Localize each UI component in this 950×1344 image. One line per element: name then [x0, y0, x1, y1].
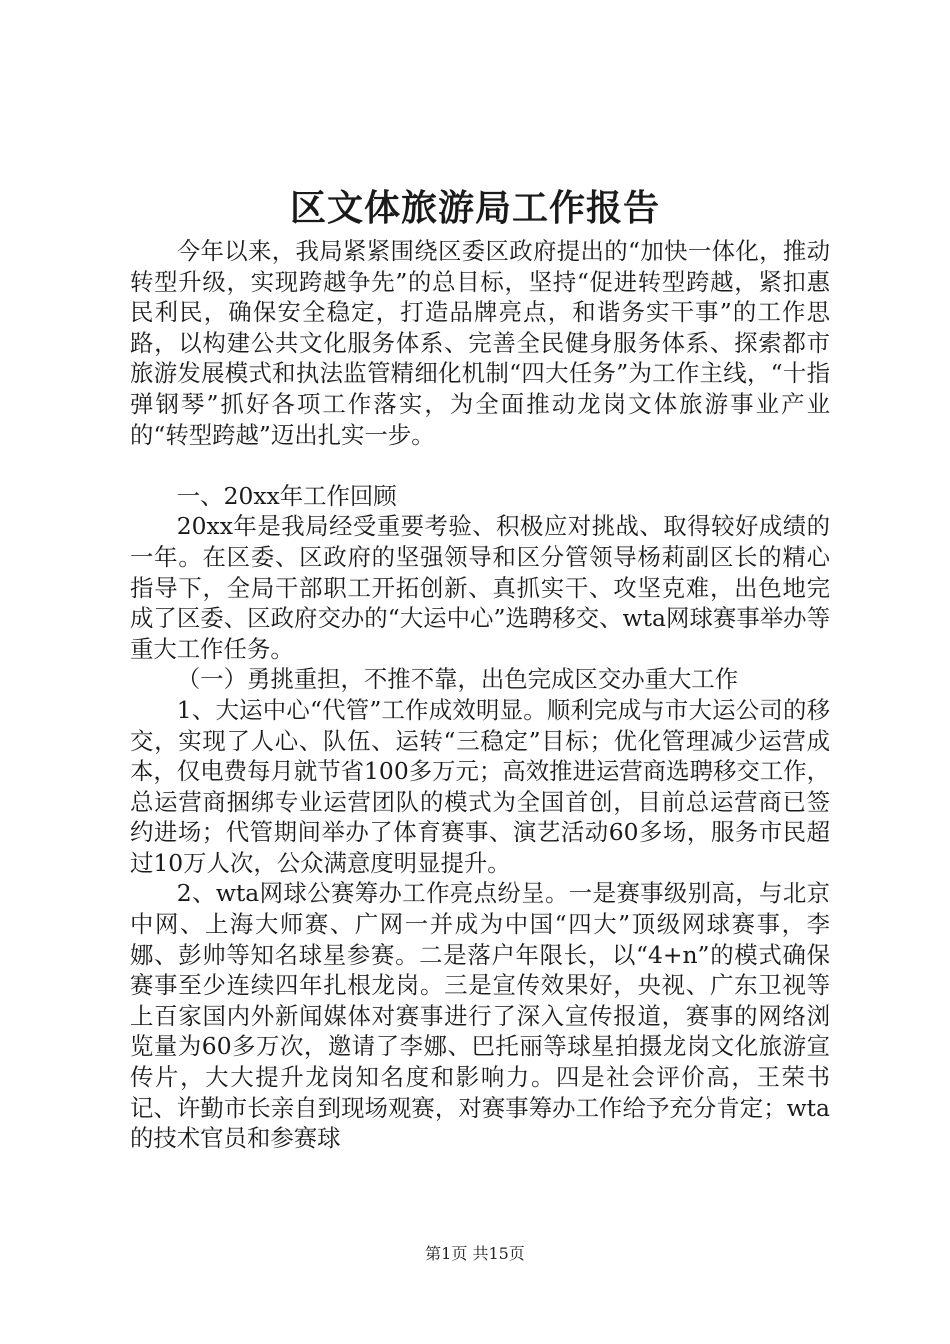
page-number-footer: 第1页 共15页	[425, 1244, 525, 1263]
subsection-heading: （一）勇挑重担，不推不靠，出色完成区交办重大工作	[176, 665, 739, 694]
document-title: 区文体旅游局工作报告	[289, 187, 660, 229]
intro-paragraph: 今年以来，我局紧紧围绕区委区政府提出的“加快一体化，推动转型升级，实现跨越争先”的总目标，坚持“促进转型跨越，紧扣惠民利民，确保安全稳定，打造品牌亮点，和谐务实干事”的工作思路，以构建公共文化服务体系、完善全民健身服务体系、探索都市旅游发展模式和执法监管精细化机制“四大任务”为工作主线，“十指弹钢琴”抓好各项工作落实，为全面推动龙岗文体旅游事业产业的“转型跨越”迈出扎实一步。	[130, 237, 830, 449]
item-1-paragraph: 1、大运中心“代管”工作成效明显。顺利完成与市大运公司的移交，实现了人心、队伍、运转“三稳定”目标；优化管理减少运营成本，仅电费每月就节省100多万元；高效推进运营商选聘移交工作，总运营商捆绑专业运营团队的模式为全国首创，目前总运营商已签约进场；代管期间举办了体育赛事、演艺活动60多场，服务市民超过10万人次，公众满意度明显提升。	[130, 695, 830, 877]
item-2-paragraph: 2、wta网球公赛筹办工作亮点纷呈。一是赛事级别高，与北京中网、上海大师赛、广网一并成为中国“四大”顶级网球赛事，李娜、彭帅等知名球星参赛。二是落户年限长，以“4+n”的模式确保赛事至少连续四年扎根龙岗。三是宣传效果好，央视、广东卫视等上百家国内外新闻媒体对赛事进行了深入宣传报道，赛事的网络浏览量为60多万次，邀请了李娜、巴托丽等球星拍摄龙岗文化旅游宣传片，大大提升龙岗知名度和影响力。四是社会评价高，王荣书记、许勤市长亲自到现场观赛，对赛事筹办工作给予充分肯定；wta的技术官员和参赛球	[130, 879, 830, 1153]
review-paragraph: 20xx年是我局经受重要考验、积极应对挑战、取得较好成绩的一年。在区委、区政府的坚强领导和区分管领导杨莉副区长的精心指导下，全局干部职工开拓创新、真抓实干、攻坚克难，出色地完成了区委、区政府交办的“大运中心”选聘移交、wta网球赛事举办等重大工作任务。	[130, 512, 830, 663]
document-body	[130, 236, 830, 1154]
section-heading: 一、20xx年工作回顾	[176, 481, 397, 510]
